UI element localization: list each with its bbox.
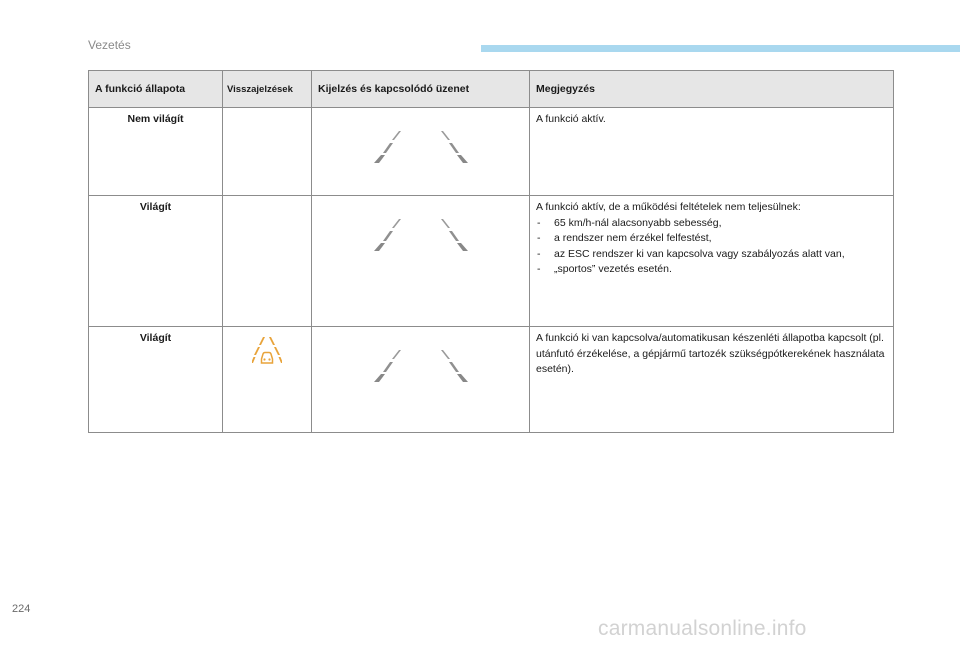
indicator-cell [223,327,312,433]
indicator-cell [223,108,312,196]
watermark: carmanualsonline.info [598,617,807,640]
indicator-cell [223,196,312,327]
dash-bullet: - [537,232,541,244]
note-text: A funkció aktív, de a működési feltételek nem teljesülnek: [536,201,801,213]
list-item [536,247,887,263]
lane-keeping-warning-icon [252,337,282,365]
state-cell: Nem világít [89,108,223,196]
condition-text: az ESC rendszer ki van kapcsolva vagy szabályozás alatt van, [554,247,845,260]
page-number: 224 [12,603,31,615]
function-status-table [88,70,894,433]
note-text: A funkció ki van kapcsolva/automatikusan készenléti állapotba kapcsolt (pl. utánfutó érzékelése, a gépjármű tartozék szükségpótkerekének használata esetén). [536,332,885,375]
display-cell [312,108,530,196]
lane-markings-icon [371,218,471,252]
column-header-note: Megjegyzés [530,71,894,108]
column-header-indicators: Visszajelzések [223,71,312,108]
column-header-state: A funkció állapota [89,71,223,108]
note-cell [530,327,894,433]
list-item [536,216,887,232]
table-header-row [89,71,894,108]
dash-bullet: - [537,263,541,275]
lane-markings-icon [371,349,471,383]
condition-list [536,216,887,278]
list-item [536,231,887,247]
note-text: A funkció aktív. [536,113,606,125]
list-item [536,262,887,278]
section-title: Vezetés [88,38,131,52]
note-cell [530,196,894,327]
lane-markings-icon [371,130,471,164]
dash-bullet: - [537,247,541,260]
note-cell [530,108,894,196]
condition-text: a rendszer nem érzékel felfestést, [554,232,712,244]
dash-bullet: - [537,216,541,229]
display-cell [312,327,530,433]
state-cell: Világít [89,327,223,433]
table-row [89,327,894,433]
display-cell [312,196,530,327]
table-row [89,108,894,196]
table-row [89,196,894,327]
condition-text: „sportos” vezetés esetén. [554,263,672,275]
column-header-display: Kijelzés és kapcsolódó üzenet [312,71,530,108]
section-accent-bar [481,45,960,52]
condition-text: 65 km/h-nál alacsonyabb sebesség, [554,216,722,229]
state-cell: Világít [89,196,223,327]
